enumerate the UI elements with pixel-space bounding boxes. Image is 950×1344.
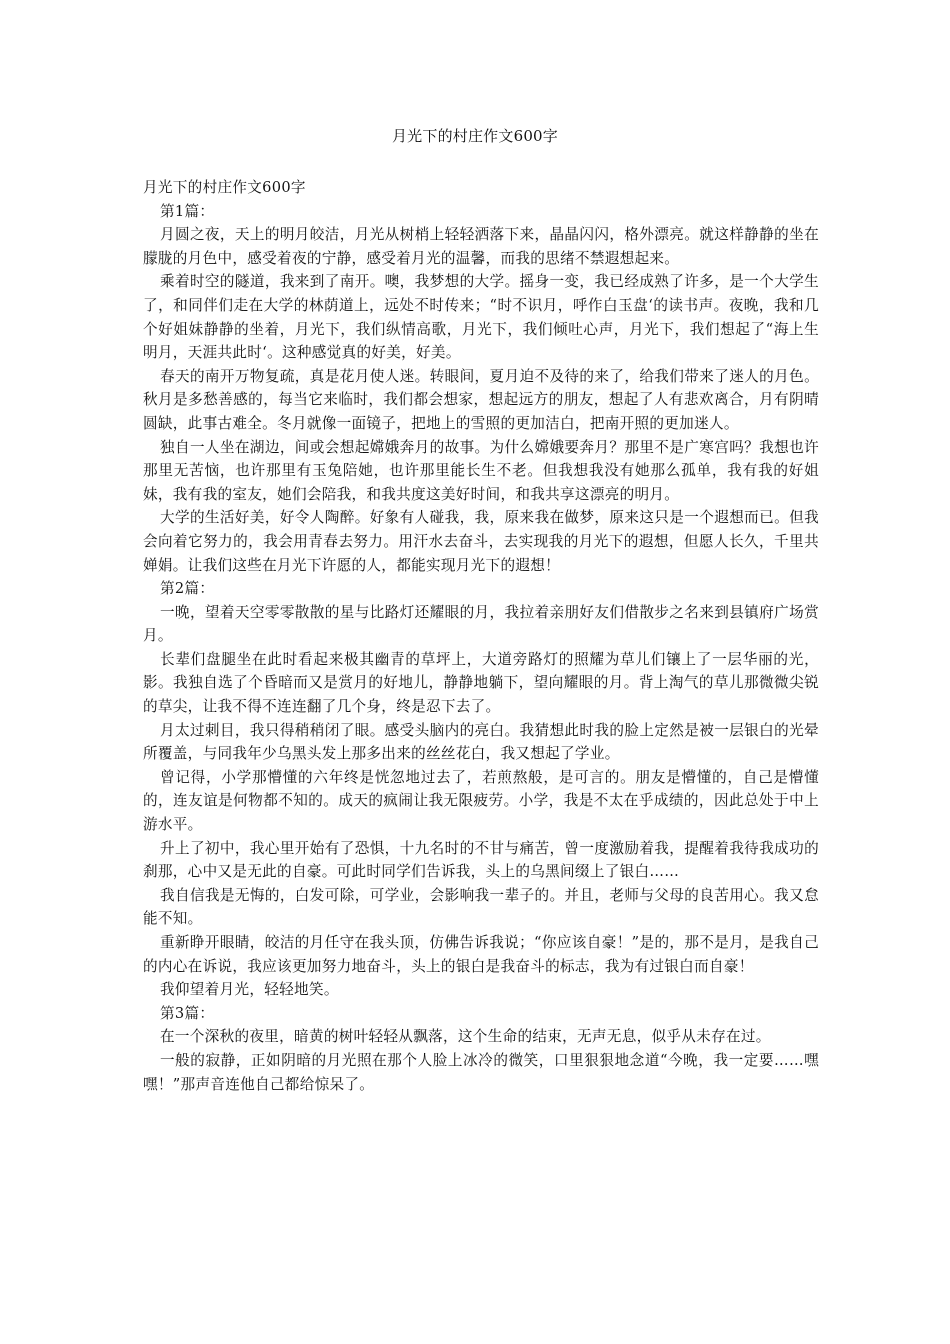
paragraph: 月太过刺目，我只得稍稍闭了眼。感受头脑内的亮白。我猜想此时我的脸上定然是被一层银白的光晕所覆盖，与同我年少乌黑头发上那多出来的丝丝花白，我又想起了学业。 xyxy=(143,721,819,763)
paragraph: 一般的寂静，正如阴暗的月光照在那个人脸上冰冷的微笑，口里狠狠地念道“今晚，我一定要……嘿嘿！”那声音连他自己都给惊呆了。 xyxy=(143,1051,819,1093)
section-label-2: 第2篇： xyxy=(160,580,215,598)
paragraph: 春天的南开万物复疏，真是花月使人迷。转眼间，夏月迫不及待的来了，给我们带来了迷人的月色。秋月是多愁善感的，每当它来临时，我们都会想家，想起远方的朋友，想起了人有悲欢离合，月有阴晴圆缺，此事古难全。冬月就像一面镜子，把地上的雪照的更加洁白，把南开照的更加迷人。 xyxy=(143,367,819,432)
paragraph: 升上了初中，我心里开始有了恐惧，十九名时的不甘与痛苦，曾一度激励着我，提醒着我待我成功的刹那，心中又是无此的自豪。可此时同学们告诉我，头上的乌黑间缀上了银白…… xyxy=(143,839,819,881)
paragraph: 在一个深秋的夜里，暗黄的树叶轻轻从飘落，这个生命的结束，无声无息，似乎从未存在过。 xyxy=(160,1028,771,1046)
paragraph: 我仰望着月光，轻轻地笑。 xyxy=(160,981,339,999)
paragraph: 独自一人坐在湖边，间或会想起嫦娥奔月的故事。为什么嫦娥要奔月？那里不是广寒宫吗？我想也许那里无苦恼，也许那里有玉兔陪她，也许那里能长生不老。但我想我没有她那么孤单，我有我的好姐妹，我有我的室友，她们会陪我，和我共度这美好时间，和我共享这漂亮的明月。 xyxy=(143,438,819,503)
paragraph: 大学的生活好美，好令人陶醉。好象有人碰我，我，原来我在做梦，原来这只是一个遐想而已。但我会向着它努力的，我会用青春去努力。用汗水去奋斗，去实现我的月光下的遐想，但愿人长久，千里共婵娟。让我们这些在月光下许愿的人，都能实现月光下的遐想！ xyxy=(143,509,819,574)
document-body xyxy=(143,176,819,1096)
paragraph: 月圆之夜，天上的明月皎洁，月光从树梢上轻轻洒落下来，晶晶闪闪，格外漂亮。就这样静静的坐在朦胧的月色中，感受着夜的宁静，感受着月光的温馨，而我的思绪不禁遐想起来。 xyxy=(143,226,819,267)
paragraph: 乘着时空的隧道，我来到了南开。噢，我梦想的大学。摇身一变，我已经成熟了许多，是一个大学生了，和同伴们走在大学的林荫道上，远处不时传来；“时不识月，呼作白玉盘‘的读书声。夜晚，我和几个好姐妹静静的坐着，月光下，我们纵情高歌，月光下，我们倾吐心声，月光下，我们想起了“海上生明月，天涯共此时‘。这种感觉真的好美，好美。 xyxy=(143,273,819,362)
section-label-1: 第1篇： xyxy=(160,202,215,220)
document-subtitle: 月光下的村庄作文600字 xyxy=(143,179,306,196)
paragraph: 一晚，望着天空零零散散的星与比路灯还耀眼的月，我拉着亲朋好友们借散步之名来到县镇府广场赏月。 xyxy=(143,603,819,645)
paragraph: 重新睁开眼睛，皎洁的月任守在我头顶，仿佛告诉我说；“你应该自豪！”是的，那不是月，是我自己的内心在诉说，我应该更加努力地奋斗，头上的银白是我奋斗的标志，我为有过银白而自豪！ xyxy=(143,934,819,975)
paragraph: 我自信我是无悔的，白发可除，可学业，会影响我一辈子的。并且，老师与父母的良苦用心。我又怠能不知。 xyxy=(143,886,819,928)
document-title: 月光下的村庄作文600字 xyxy=(391,127,559,145)
paragraph: 长辈们盘腿坐在此时看起来极其幽青的草坪上，大道旁路灯的照耀为草儿们镶上了一层华丽的光，影。我独自选了个昏暗而又是赏月的好地儿，静静地躺下，望向耀眼的月。背上淘气的草儿那微微尖锐的草尖，让我不得不连连翻了几个身，终是忍下去了。 xyxy=(143,650,819,716)
section-label-3: 第3篇： xyxy=(160,1004,215,1022)
paragraph: 曾记得，小学那懵懂的六年终是恍忽地过去了，若煎熬般，是可言的。朋友是懵懂的，自己是懵懂的，连友谊是何物都不知的。成天的疯闹让我无限疲劳。小学，我是不太在乎成绩的，因此总处于中上游水平。 xyxy=(143,768,819,834)
